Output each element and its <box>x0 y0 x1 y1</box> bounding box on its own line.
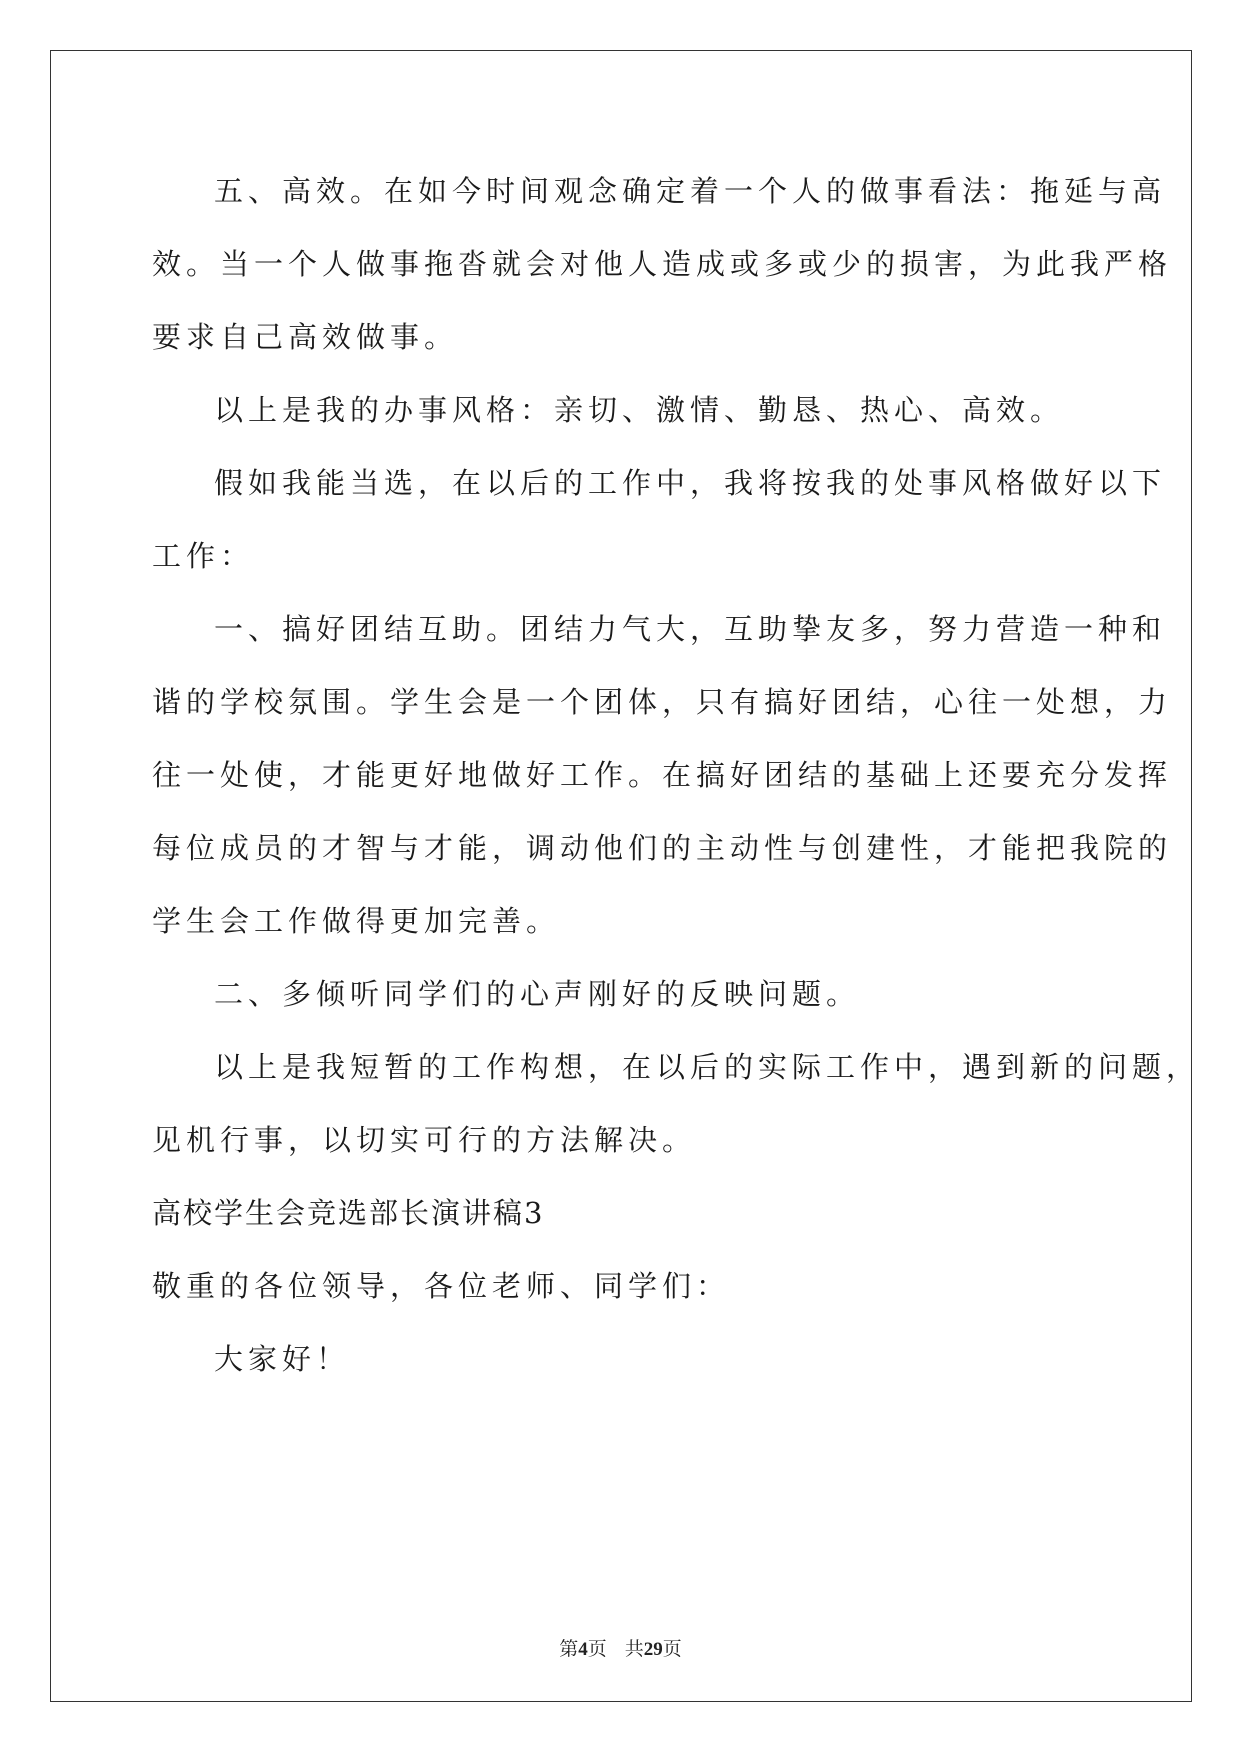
page-border <box>50 50 1192 1702</box>
greeting: 大家好！ <box>214 1342 351 1376</box>
paragraph-line: 工作： <box>152 539 255 573</box>
footer-prefix: 第 <box>559 1638 579 1660</box>
footer-page-suffix: 页 <box>587 1638 607 1660</box>
paragraph-line: 每位成员的才智与才能，调动他们的主动性与创建性，才能把我院的 <box>152 831 1173 865</box>
section-heading: 高校学生会竞选部长演讲稿3 <box>152 1196 545 1230</box>
paragraph-line: 效。当一个人做事拖沓就会对他人造成或多或少的损害，为此我严格 <box>152 247 1173 281</box>
paragraph-line: 以上是我短暂的工作构想，在以后的实际工作中，遇到新的问题， <box>214 1050 1201 1084</box>
paragraph-line: 学生会工作做得更加完善。 <box>152 904 561 938</box>
paragraph-line: 见机行事，以切实可行的方法解决。 <box>152 1123 697 1157</box>
footer-total-pages: 29 <box>643 1639 663 1660</box>
salutation: 敬重的各位领导，各位老师、同学们： <box>152 1269 731 1303</box>
paragraph-line: 二、多倾听同学们的心声刚好的反映问题。 <box>214 977 861 1011</box>
paragraph-line: 谐的学校氛围。学生会是一个团体，只有搞好团结，心往一处想，力 <box>152 685 1173 719</box>
footer-total-prefix: 共 <box>624 1638 644 1660</box>
footer-page-number: 4 <box>578 1639 588 1660</box>
paragraph-line: 要求自己高效做事。 <box>152 320 459 354</box>
paragraph-line: 以上是我的办事风格：亲切、激情、勤恳、热心、高效。 <box>214 393 1065 427</box>
footer-total-suffix: 页 <box>662 1638 682 1660</box>
paragraph-line: 假如我能当选，在以后的工作中，我将按我的处事风格做好以下 <box>214 466 1167 500</box>
paragraph-line: 一、搞好团结互助。团结力气大，互助挚友多，努力营造一种和 <box>214 612 1167 646</box>
page-footer <box>0 1634 1241 1661</box>
paragraph-line: 往一处使，才能更好地做好工作。在搞好团结的基础上还要充分发挥 <box>152 758 1173 792</box>
paragraph-line: 五、高效。在如今时间观念确定着一个人的做事看法：拖延与高 <box>214 174 1167 208</box>
